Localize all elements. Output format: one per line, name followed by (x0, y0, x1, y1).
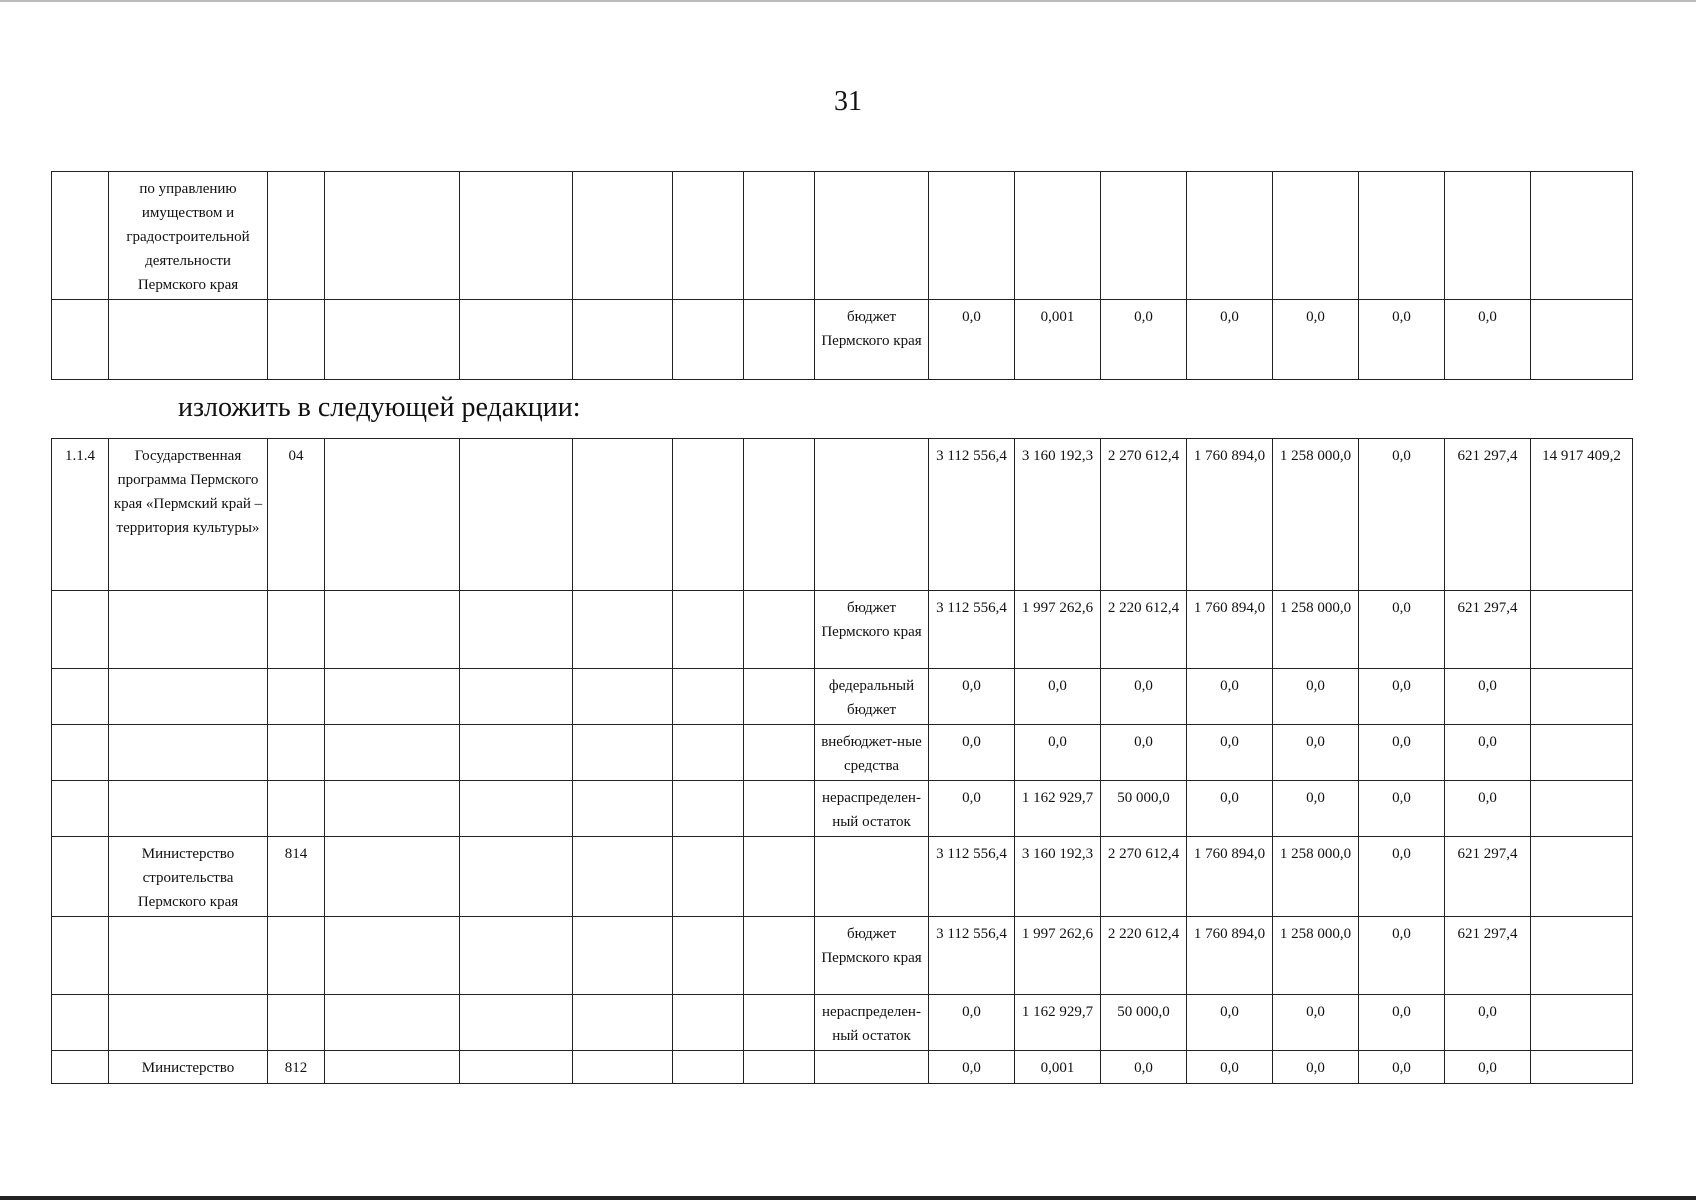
amount-cell: 0,0 (1187, 995, 1273, 1051)
row-code (268, 669, 325, 725)
amount-cell: 621 297,4 (1445, 439, 1531, 591)
row-number (52, 725, 109, 781)
amount-cell: 0,0 (1273, 995, 1359, 1051)
amount-cell: 0,0 (1273, 781, 1359, 837)
amount-cell: 3 112 556,4 (929, 837, 1015, 917)
funding-source: бюджет Пермского края (815, 300, 929, 380)
amount-cell: 3 112 556,4 (929, 591, 1015, 669)
scan-top-edge (0, 0, 1696, 2)
amount-cell: 2 220 612,4 (1101, 917, 1187, 995)
row-code (268, 725, 325, 781)
row-code (268, 917, 325, 995)
amount-cell: 50 000,0 (1101, 781, 1187, 837)
amount-cell: 2 270 612,4 (1101, 439, 1187, 591)
new-wording-table (51, 438, 1633, 1084)
row-name: Государственная программа Пермского края «Пермский край – территория культуры» (109, 439, 268, 591)
amount-cell: 0,0 (1187, 669, 1273, 725)
table-row (52, 725, 1633, 781)
row-name (109, 300, 268, 380)
amount-cell: 0,0 (1445, 1051, 1531, 1084)
amount-cell: 0,0 (1187, 1051, 1273, 1084)
table-row (52, 1051, 1633, 1084)
amount-cell (1531, 669, 1633, 725)
amount-cell: 3 112 556,4 (929, 439, 1015, 591)
amount-cell: 0,0 (1101, 1051, 1187, 1084)
amount-cell (1531, 591, 1633, 669)
amount-cell: 0,0 (1273, 725, 1359, 781)
funding-source: федеральный бюджет (815, 669, 929, 725)
amount-cell (1531, 995, 1633, 1051)
table-row (52, 917, 1633, 995)
amount-cell: 3 160 192,3 (1015, 837, 1101, 917)
row-code: 812 (268, 1051, 325, 1084)
amount-cell: 0,0 (1015, 725, 1101, 781)
amount-cell: 2 220 612,4 (1101, 591, 1187, 669)
amount-cell: 621 297,4 (1445, 591, 1531, 669)
table-row (52, 172, 1633, 300)
row-name (109, 725, 268, 781)
row-name (109, 591, 268, 669)
amount-cell: 0,0 (1359, 669, 1445, 725)
amount-cell: 1 258 000,0 (1273, 439, 1359, 591)
amount-cell: 3 112 556,4 (929, 917, 1015, 995)
row-number (52, 1051, 109, 1084)
row-code (268, 995, 325, 1051)
funding-source: нераспределен-ный остаток (815, 995, 929, 1051)
amount-cell: 0,0 (1359, 995, 1445, 1051)
amount-cell: 0,0 (929, 781, 1015, 837)
row-code (268, 781, 325, 837)
row-number: 1.1.4 (52, 439, 109, 591)
funding-source (815, 172, 929, 300)
previous-wording-table (51, 171, 1633, 380)
table-row (52, 837, 1633, 917)
amount-cell: 1 997 262,6 (1015, 917, 1101, 995)
amount-cell (1531, 837, 1633, 917)
amount-cell: 0,0 (1359, 591, 1445, 669)
row-name: Министерство (109, 1051, 268, 1084)
funding-source (815, 439, 929, 591)
amount-cell: 14 917 409,2 (1531, 439, 1633, 591)
amount-cell: 1 760 894,0 (1187, 837, 1273, 917)
amount-cell: 0,0 (1445, 781, 1531, 837)
page-number: 31 (834, 86, 862, 117)
amount-cell: 0,0 (929, 995, 1015, 1051)
amount-cell: 0,0 (1359, 1051, 1445, 1084)
row-name: Министерство строительства Пермского края (109, 837, 268, 917)
amount-cell: 1 258 000,0 (1273, 837, 1359, 917)
row-number (52, 995, 109, 1051)
amount-cell: 0,0 (929, 725, 1015, 781)
row-number (52, 591, 109, 669)
amount-cell: 621 297,4 (1445, 917, 1531, 995)
amount-cell (1531, 917, 1633, 995)
amount-cell (1531, 781, 1633, 837)
row-code: 814 (268, 837, 325, 917)
amount-cell: 0,0 (1359, 837, 1445, 917)
amount-cell: 1 258 000,0 (1273, 917, 1359, 995)
amount-cell: 0,0 (929, 669, 1015, 725)
amount-cell: 1 258 000,0 (1273, 591, 1359, 669)
amount-cell: 1 760 894,0 (1187, 917, 1273, 995)
amount-cell: 1 997 262,6 (1015, 591, 1101, 669)
funding-source (815, 1051, 929, 1084)
amount-cell: 3 160 192,3 (1015, 439, 1101, 591)
amount-cell: 0,001 (1015, 1051, 1101, 1084)
section-heading: изложить в следующей редакции: (178, 392, 581, 423)
amount-cell (1531, 1051, 1633, 1084)
amount-cell: 1 760 894,0 (1187, 591, 1273, 669)
row-number (52, 669, 109, 725)
amount-cell: 0,0 (1359, 725, 1445, 781)
amount-cell: 0,0 (1273, 1051, 1359, 1084)
funding-source: внебюджет-ные средства (815, 725, 929, 781)
amount-cell: 0,0 (1187, 781, 1273, 837)
row-number (52, 781, 109, 837)
amount-cell: 1 162 929,7 (1015, 781, 1101, 837)
row-name: по управлению имуществом и градостроительной деятельности Пермского края (109, 172, 268, 300)
table-row (52, 591, 1633, 669)
amount-cell: 0,0 (1445, 725, 1531, 781)
funding-source: нераспределен-ный остаток (815, 781, 929, 837)
row-name (109, 917, 268, 995)
table-row (52, 439, 1633, 591)
amount-cell: 1 162 929,7 (1015, 995, 1101, 1051)
amount-cell: 0,0 (1015, 669, 1101, 725)
row-code: 04 (268, 439, 325, 591)
amount-cell: 0,0 (1101, 725, 1187, 781)
amount-cell: 0,0 (1101, 669, 1187, 725)
amount-cell: 621 297,4 (1445, 837, 1531, 917)
row-name (109, 669, 268, 725)
amount-cell: 0,0 (1273, 669, 1359, 725)
amount-cell: 0,0 (1359, 781, 1445, 837)
amount-cell: 2 270 612,4 (1101, 837, 1187, 917)
amount-cell (1531, 725, 1633, 781)
funding-source: бюджет Пермского края (815, 917, 929, 995)
table-row: бюджет Пермского края 0,0 0,001 0,0 0,0 0,0 0,0 0,0 (52, 300, 1633, 380)
row-name (109, 995, 268, 1051)
amount-cell: 0,0 (1359, 917, 1445, 995)
scan-bottom-edge (0, 1196, 1696, 1200)
table-row (52, 669, 1633, 725)
row-number (52, 917, 109, 995)
amount-cell: 0,0 (1359, 439, 1445, 591)
amount-cell: 1 760 894,0 (1187, 439, 1273, 591)
table-row (52, 995, 1633, 1051)
amount-cell: 0,0 (1445, 669, 1531, 725)
funding-source (815, 837, 929, 917)
row-code (268, 591, 325, 669)
funding-source: бюджет Пермского края (815, 591, 929, 669)
amount-cell: 50 000,0 (1101, 995, 1187, 1051)
table-row (52, 781, 1633, 837)
amount-cell: 0,0 (1187, 725, 1273, 781)
amount-cell: 0,0 (1445, 995, 1531, 1051)
row-name (109, 781, 268, 837)
amount-cell: 0,0 (929, 1051, 1015, 1084)
row-number (52, 837, 109, 917)
